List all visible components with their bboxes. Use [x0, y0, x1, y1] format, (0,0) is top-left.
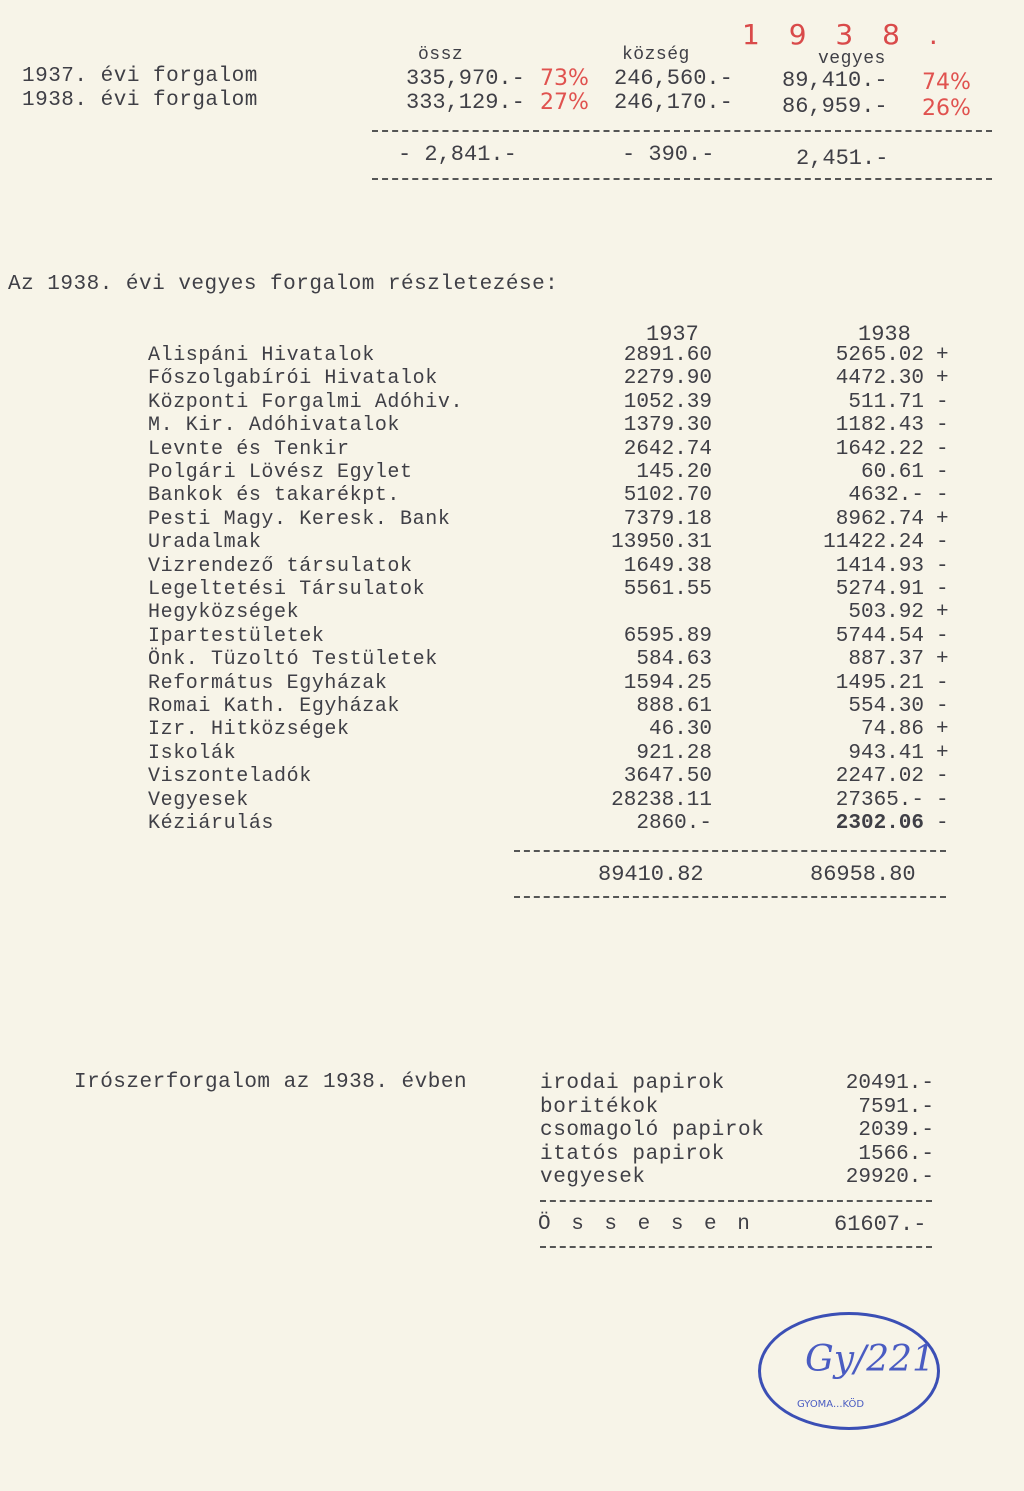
row-value-1938: 4632.- [848, 484, 924, 508]
table-row [0, 742, 1024, 766]
stationery-rule-top [540, 1200, 932, 1202]
row-sign: + [936, 741, 949, 765]
stamp-caption: GYOMA...KÖD [797, 1399, 865, 1410]
stationery-total-label: Ö s s e s e n [538, 1213, 754, 1236]
row-value-1938: 1182.43 [835, 414, 924, 438]
table-row [0, 438, 1024, 462]
summary-vegyes-1938: 86,959.- [782, 94, 888, 119]
row-value-1937: 13950.31 [611, 531, 712, 555]
row-value-1938: 5744.54 [835, 624, 924, 648]
row-label: Romai Kath. Egyházak [148, 695, 401, 718]
row-label: Vegyesek [148, 788, 249, 812]
table-row [0, 648, 1024, 672]
item-label: csomagoló papirok [540, 1119, 765, 1143]
row-sign: - [936, 812, 949, 835]
row-sign: + [936, 648, 949, 672]
summary-pct-vegyes-1937: 74% [922, 70, 971, 95]
row-label: Központi Forgalmi Adóhiv. [148, 390, 464, 414]
row-sign: - [936, 554, 949, 578]
summary-label-1937: 1937. évi forgalom [22, 65, 258, 88]
item-label: vegyesek [540, 1166, 646, 1190]
row-value-1937: 888.61 [636, 695, 712, 718]
row-value-1937: 2860.- [636, 812, 712, 835]
item-label: irodai papirok [540, 1072, 725, 1095]
row-value-1938: 1414.93 [835, 554, 924, 578]
row-value-1938: 2247.02 [835, 765, 924, 789]
row-sign: + [936, 718, 949, 742]
row-sign: - [936, 671, 949, 695]
row-value-1938: 8962.74 [835, 507, 924, 531]
row-value-1938: 511.71 [848, 390, 924, 414]
item-value: 1566.- [858, 1142, 934, 1166]
row-value-1938: 5265.02 [835, 344, 924, 367]
summary-pct-ossz-1937: 73% [540, 66, 589, 91]
row-label: Polgári Lövész Egylet [148, 461, 413, 484]
row-label: Viszonteladók [148, 765, 312, 789]
table-row [0, 695, 1024, 719]
row-sign: + [936, 601, 949, 625]
list-item [0, 1143, 1024, 1167]
row-label: Református Egyházak [148, 671, 388, 695]
table-row [0, 461, 1024, 485]
row-sign: - [936, 531, 949, 555]
detail-rule-bottom [514, 896, 946, 898]
row-label: Főszolgabírói Hivatalok [148, 367, 438, 391]
table-row [0, 789, 1024, 813]
row-value-1938: 11422.24 [823, 531, 924, 555]
row-label: Iskolák [148, 741, 237, 765]
list-item [0, 1096, 1024, 1120]
table-row [0, 414, 1024, 438]
row-sign: + [936, 367, 949, 391]
stamp-signature: Gy/221 [805, 1339, 935, 1380]
table-row [0, 812, 1024, 836]
table-row [0, 391, 1024, 415]
row-label: Önk. Tüzoltó Testületek [148, 648, 438, 672]
item-label: itatós papirok [540, 1142, 725, 1166]
table-row [0, 765, 1024, 789]
detail-col-1937: 1937 [646, 322, 699, 347]
col-header-ossz: össz [418, 45, 464, 65]
row-label: Uradalmak [148, 531, 262, 555]
row-value-1938: 1642.22 [835, 437, 924, 461]
row-value-1937: 1649.38 [623, 554, 712, 578]
row-sign: + [936, 344, 949, 367]
row-value-1937: 1379.30 [623, 414, 712, 438]
col-header-vegyes: vegyes [818, 49, 886, 69]
row-sign: - [936, 624, 949, 648]
row-value-1937: 3647.50 [623, 765, 712, 789]
list-item [0, 1119, 1024, 1143]
row-value-1938: 1495.21 [835, 671, 924, 695]
row-value-1938: 27365.- [835, 788, 924, 812]
archive-stamp [758, 1312, 940, 1430]
table-row [0, 601, 1024, 625]
summary-pct-vegyes-1938: 26% [922, 96, 971, 121]
detail-total-1938: 86958.80 [810, 862, 916, 887]
detail-rule-top [514, 850, 946, 852]
table-row [0, 344, 1024, 368]
row-label: Izr. Hitközségek [148, 718, 350, 742]
table-row [0, 367, 1024, 391]
row-value-1937: 145.20 [636, 461, 712, 484]
row-value-1938: 887.37 [848, 648, 924, 672]
row-value-1937: 2642.74 [623, 437, 712, 461]
summary-rule-top [372, 130, 992, 132]
row-value-1937: 6595.89 [623, 624, 712, 648]
col-header-kozseg: község [622, 45, 690, 65]
table-row [0, 718, 1024, 742]
item-value: 20491.- [845, 1072, 934, 1095]
row-label: Pesti Magy. Keresk. Bank [148, 507, 451, 531]
table-row [0, 484, 1024, 508]
row-value-1937: 1594.25 [623, 671, 712, 695]
row-sign: - [936, 788, 949, 812]
row-label: M. Kir. Adóhivatalok [148, 414, 401, 438]
row-value-1938: 503.92 [848, 601, 924, 625]
row-sign: - [936, 484, 949, 508]
row-label: Legeltetési Társulatok [148, 578, 426, 601]
row-value-1938: 5274.91 [835, 578, 924, 601]
stationery-title: Irószerforgalom az 1938. évben [74, 1071, 468, 1094]
row-label: Levnte és Tenkir [148, 437, 350, 461]
summary-ossz-1937: 335,970.- [406, 66, 525, 91]
row-value-1937: 5561.55 [623, 578, 712, 601]
row-value-1938: 554.30 [848, 695, 924, 718]
row-value-1937: 7379.18 [623, 507, 712, 531]
summary-vegyes-1937: 89,410.- [782, 68, 888, 93]
row-value-1938: 943.41 [848, 741, 924, 765]
year-heading: 1 9 3 8 . [742, 18, 948, 51]
row-value-1937: 5102.70 [623, 484, 712, 508]
row-label: Bankok és takarékpt. [148, 484, 401, 508]
table-row [0, 672, 1024, 696]
row-value-1938: 4472.30 [835, 367, 924, 391]
row-sign: - [936, 461, 949, 484]
row-label: Vizrendező társulatok [148, 554, 413, 578]
item-value: 2039.- [858, 1119, 934, 1143]
row-value-1937: 584.63 [636, 648, 712, 672]
row-value-1937: 28238.11 [611, 788, 712, 812]
table-row [0, 508, 1024, 532]
row-sign: - [936, 695, 949, 718]
row-sign: - [936, 437, 949, 461]
table-row [0, 578, 1024, 602]
table-row [0, 531, 1024, 555]
row-value-1937: 921.28 [636, 741, 712, 765]
item-label: boritékok [540, 1095, 659, 1119]
table-row [0, 555, 1024, 579]
row-sign: - [936, 578, 949, 601]
stationery-total-value: 61607.- [834, 1212, 927, 1237]
row-value-1937: 2891.60 [623, 344, 712, 367]
row-value-1938: 74.86 [860, 718, 924, 742]
row-value-1937: 46.30 [648, 718, 712, 742]
row-sign: - [936, 390, 949, 414]
summary-label-1938: 1938. évi forgalom [22, 89, 258, 112]
row-sign: - [936, 414, 949, 438]
row-sign: - [936, 765, 949, 789]
list-item [0, 1166, 1024, 1190]
row-label: Kéziárulás [148, 812, 275, 835]
summary-rule-bottom [372, 178, 992, 180]
stationery-rule-bottom [540, 1246, 932, 1248]
row-label: Ipartestületek [148, 624, 325, 648]
row-value-1937: 1052.39 [623, 390, 712, 414]
item-value: 29920.- [845, 1166, 934, 1190]
summary-pct-ossz-1938: 27% [540, 90, 589, 115]
detail-title: Az 1938. évi vegyes forgalom részletezése: [8, 273, 559, 296]
row-value-1937: 2279.90 [623, 367, 712, 391]
summary-diff-vegyes: 2,451.- [796, 146, 889, 171]
detail-total-1937: 89410.82 [598, 862, 704, 887]
row-label: Hegyközségek [148, 601, 300, 625]
summary-ossz-1938: 333,129.- [406, 90, 525, 115]
row-label: Alispáni Hivatalok [148, 344, 375, 367]
item-value: 7591.- [858, 1095, 934, 1119]
table-row [0, 625, 1024, 649]
row-sign: + [936, 507, 949, 531]
list-item [0, 1072, 1024, 1096]
summary-kozseg-1938: 246,170.- [614, 90, 733, 115]
row-value-1938: 60.61 [860, 461, 924, 484]
summary-kozseg-1937: 246,560.- [614, 66, 733, 91]
summary-diff-ossz: - 2,841.- [398, 142, 517, 167]
summary-diff-kozseg: - 390.- [622, 142, 715, 167]
row-value-1938: 2302.06 [835, 812, 924, 835]
detail-col-1938: 1938 [858, 322, 911, 347]
